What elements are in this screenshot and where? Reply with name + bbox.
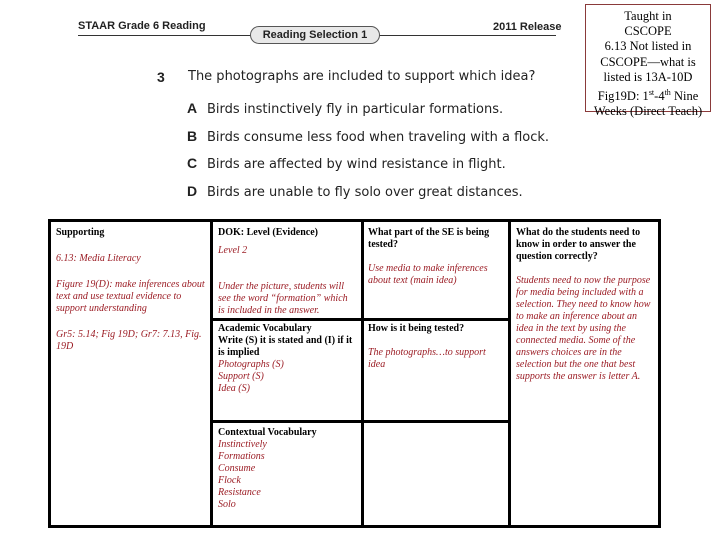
answer-option-b: B Birds consume less food when traveling with a flock. (187, 128, 550, 145)
cscope-note (585, 4, 711, 119)
dok-cell (218, 227, 356, 317)
answer-option-a: A Birds instinctively fly in particular formations. (187, 100, 504, 117)
note-line: Taught in (624, 9, 672, 23)
note-line-fig: Fig19D: 1st-4th Nine (597, 88, 699, 104)
supporting-cell (56, 227, 206, 353)
note-line: CSCOPE—what is (600, 54, 696, 69)
vocab-word: Resistance (218, 487, 261, 498)
divider (361, 318, 511, 321)
how-tested-heading: How is it being tested? (368, 323, 465, 334)
se-part-cell (368, 227, 504, 287)
students-need-heading: What do the students need to know in order to answer the question correctly? (516, 227, 641, 262)
supporting-heading: Supporting (56, 227, 105, 238)
students-need-cell (516, 227, 656, 383)
release-label: 2011 Release (493, 21, 562, 33)
vocab-word: Formations (218, 451, 265, 462)
vocab-word: Consume (218, 463, 256, 474)
note-line: CSCOPE (624, 24, 672, 39)
vocab-word: Support (S) (218, 371, 264, 382)
how-tested-cell (368, 323, 504, 371)
students-need-answer: Students need to now the purpose for media being included with a selection. They need to know how to make an inference about an idea in the text by using the connected media. Some of the answers choices are in the selection but the one that best supports the answer is letter A. (516, 275, 651, 382)
test-title: STAAR Grade 6 Reading (78, 20, 206, 32)
vertical-alignment: Gr5: 5.14; Fig 19D; Gr7: 7.13, Fig. 19D (56, 329, 202, 352)
contextual-vocab-heading: Contextual Vocabulary (218, 427, 317, 438)
se-part-heading: What part of the SE is being tested? (368, 227, 490, 250)
academic-vocab-instructions: Write (S) it is stated and (I) if it is implied (218, 335, 353, 358)
answer-option-d: D Birds are unable to fly solo over great distances. (187, 183, 523, 200)
vocab-word: Instinctively (218, 439, 267, 450)
note-line: listed is 13A-10D (603, 69, 693, 84)
vocab-word: Photographs (S) (218, 359, 284, 370)
dok-evidence: Under the picture, students will see the word “formation” which is included in the answer. (218, 281, 348, 316)
figure-standard: Figure 19(D): make inferences about text and use textual evidence to support understanding (56, 279, 205, 314)
academic-vocab-cell (218, 323, 358, 395)
vocab-word: Flock (218, 475, 241, 486)
answer-option-c: C Birds are affected by wind resistance in flight. (187, 155, 506, 172)
question-number: 3 (157, 69, 165, 85)
contextual-vocab-cell (218, 427, 356, 511)
vocab-word: Idea (S) (218, 383, 250, 394)
divider (361, 525, 511, 528)
academic-vocab-heading: Academic Vocabulary (218, 323, 312, 334)
question-text: The photographs are included to support which idea? (188, 69, 536, 84)
dok-heading: DOK: Level (Evidence) (218, 227, 318, 238)
se-part-answer: Use media to make inferences about text (main idea) (368, 263, 488, 286)
note-line: 6.13 Not listed in (604, 39, 692, 54)
note-line: Weeks (Direct Teach) (593, 104, 703, 119)
teks-standard: 6.13: Media Literacy (56, 253, 141, 264)
dok-level: Level 2 (218, 245, 248, 256)
divider (210, 219, 213, 528)
how-tested-answer: The photographs…to support idea (368, 347, 486, 370)
vocab-word: Solo (218, 499, 236, 510)
reading-selection-label: Reading Selection 1 (250, 26, 380, 44)
divider (210, 420, 364, 423)
divider (210, 318, 364, 321)
